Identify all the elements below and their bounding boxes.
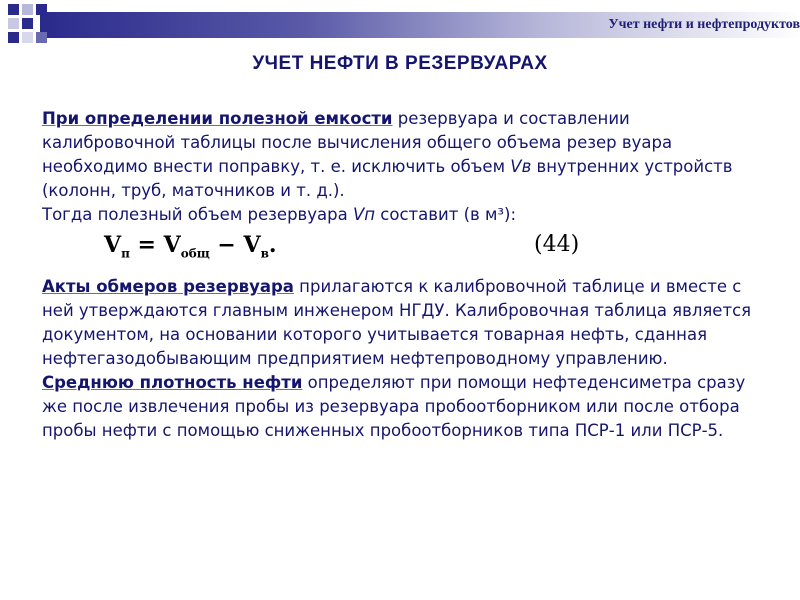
decor-square (8, 4, 19, 15)
decor-square (8, 18, 19, 29)
paragraph-density (42, 371, 762, 443)
var-vv: Vв (510, 157, 532, 176)
formula-number: (44) (534, 232, 580, 257)
slide-title: УЧЕТ НЕФТИ В РЕЗЕРВУАРАХ (252, 53, 548, 74)
decor-square (22, 18, 33, 29)
formula (42, 233, 762, 269)
paragraph1-text-b: внутренних устройств (колонн, труб, маточников и т. д.). (42, 157, 733, 200)
var-vp: Vп (352, 205, 376, 224)
decor-square (36, 32, 47, 43)
term-measurement-acts: Акты обмеров резервуара (42, 277, 294, 296)
term-useful-capacity: При определении полезной емкости (42, 109, 393, 128)
paragraph1-text-a: резервуара и составлении калибровочной таблицы после вычисления общего объема резер вуара необходимо внести поправку, т. е. исключить объем (42, 109, 673, 176)
paragraph1-text-d: составит (в м³): (375, 205, 517, 224)
paragraph-capacity (42, 107, 762, 227)
paragraph3-text: определяют при помощи нефтеденсиметра сразу же после извлечения пробы из резервуара пробоотборником или после отбора пробы нефти с помощью сниженных пробоотборников типа ПСР-1 или ПСР-5. (42, 373, 746, 440)
slide-body (42, 107, 762, 443)
formula-expression: $V_п = V_{общ} - V_в$. (104, 232, 277, 261)
term-average-density: Среднюю плотность нефти (42, 373, 303, 392)
decor-square (22, 32, 33, 43)
paragraph1-text-c: Тогда полезный объем резервуара (42, 205, 353, 224)
header-title: Учет нефти и нефтепродуктов (608, 17, 800, 32)
decor-square (8, 32, 19, 43)
decor-square (22, 4, 33, 15)
header-band (0, 0, 800, 46)
paragraph2-text: прилагаются к калибровочной таблице и вместе с ней утверждаются главным инженером НГДУ. Калибровочная таблица является документом, на основании которого учитывается товарная нефть, сданная нефтегазодобывающим предприятием нефтепроводному управлению. (42, 277, 752, 368)
paragraph-acts (42, 275, 762, 371)
decor-square (36, 4, 47, 15)
